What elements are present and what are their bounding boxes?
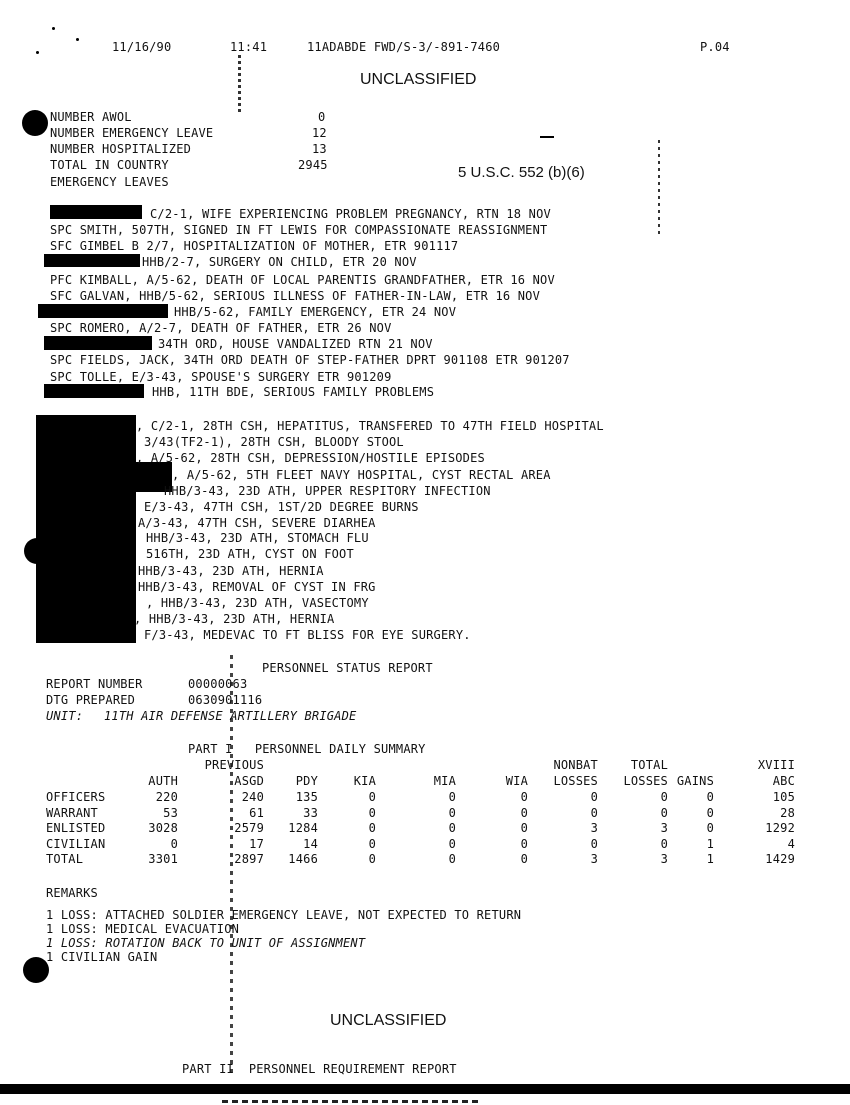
table-row-cell: 14 xyxy=(303,836,318,851)
table-row-cell: 0 xyxy=(448,852,456,866)
table-header-top-cell: XVIII xyxy=(757,758,795,772)
table-row-cell: 53 xyxy=(163,805,178,820)
hospitalized-entry: , A/5-62, 5TH FLEET NAVY HOSPITAL, CYST RECTAL AREA xyxy=(172,468,551,482)
table-row-cell: 2579 xyxy=(234,821,264,835)
fax-sender: 11ADABDE FWD/S-3/-891-7460 xyxy=(307,40,501,54)
count-value-emergency-leave: 12 xyxy=(312,126,327,140)
table-row-cell: 0 xyxy=(368,836,376,851)
report-number-label: REPORT NUMBER xyxy=(46,677,143,691)
table-row-cell: 2897 xyxy=(234,852,264,866)
table-row-cell: 1429 xyxy=(765,852,795,866)
emergency-leave-entry: SFC GALVAN, HHB/5-62, SERIOUS ILLNESS OF FATHER-IN-LAW, ETR 16 NOV xyxy=(50,289,541,303)
table-row-cell: 61 xyxy=(249,805,264,820)
fax-page-number: P.04 xyxy=(700,40,730,54)
emergency-leave-entry: SFC GIMBEL B 2/7, HOSPITALIZATION OF MOTHER, ETR 901117 xyxy=(50,239,459,253)
unit-label: UNIT: xyxy=(46,709,84,723)
table-header-cell: KIA xyxy=(353,773,376,788)
emergency-leave-entry: 34TH ORD, HOUSE VANDALIZED RTN 21 NOV xyxy=(158,337,433,351)
count-value-total-in-country: 2945 xyxy=(298,158,328,172)
remark-line: 1 CIVILIAN GAIN xyxy=(46,950,158,964)
count-label-awol: NUMBER AWOL xyxy=(50,110,132,124)
table-row-cell: 0 xyxy=(520,805,528,820)
emergency-leave-entry: SPC TOLLE, E/3-43, SPOUSE'S SURGERY ETR 901209 xyxy=(50,370,392,384)
emergency-leave-entry: SPC SMITH, 507TH, SIGNED IN FT LEWIS FOR COMPASSIONATE REASSIGNMENT xyxy=(50,223,548,237)
table-header-cell: LOSSES xyxy=(623,773,668,788)
table-row-cell: 0 xyxy=(448,790,456,804)
fax-streak xyxy=(238,55,241,115)
table-row-cell: 1466 xyxy=(288,852,318,866)
report-number-value: 00000063 xyxy=(188,677,248,691)
hospitalized-entry: HHB/3-43, 23D ATH, STOMACH FLU xyxy=(146,531,369,545)
scan-speck xyxy=(36,51,39,54)
remark-line: 1 LOSS: ATTACHED SOLDIER EMERGENCY LEAVE, NOT EXPECTED TO RETURN xyxy=(46,908,522,922)
redaction-block xyxy=(36,415,136,643)
remarks-heading: REMARKS xyxy=(46,886,98,900)
count-value-awol: 0 xyxy=(318,110,326,124)
count-value-hospitalized: 13 xyxy=(312,142,327,156)
redaction-bar xyxy=(44,336,152,350)
table-row-cell: 0 xyxy=(520,836,528,851)
redaction-bar xyxy=(38,304,168,318)
scan-speck xyxy=(76,38,79,41)
hospitalized-entry: 3/43(TF2-1), 28TH CSH, BLOODY STOOL xyxy=(144,435,404,449)
hospitalized-entry: 516TH, 23D ATH, CYST ON FOOT xyxy=(146,547,354,561)
dtg-prepared-value: 0630901116 xyxy=(188,693,263,707)
table-row-cell: 105 xyxy=(772,790,795,804)
part1-heading: PART I PERSONNEL DAILY SUMMARY xyxy=(188,742,426,756)
table-header-cell: MIA xyxy=(433,773,456,788)
emergency-leave-entry: HHB/2-7, SURGERY ON CHILD, ETR 20 NOV xyxy=(142,255,417,269)
table-row-cell: ENLISTED xyxy=(46,821,106,835)
count-label-emergency-leave: NUMBER EMERGENCY LEAVE xyxy=(50,126,214,140)
table-header-cell: ABC xyxy=(772,773,795,788)
table-row-cell: 3 xyxy=(590,821,598,835)
table-header-cell: PDY xyxy=(295,773,318,788)
hospitalized-entry: F/3-43, MEDEVAC TO FT BLISS FOR EYE SURGERY. xyxy=(144,628,471,642)
table-row-cell: 3 xyxy=(590,852,598,866)
hospitalized-entry: HHB/3-43, 23D ATH, UPPER RESPITORY INFECTION xyxy=(164,484,491,498)
redaction-bar xyxy=(44,384,144,398)
table-row-cell: 0 xyxy=(520,852,528,866)
punch-hole xyxy=(22,110,48,136)
hospitalized-entry: , HHB/3-43, 23D ATH, VASECTOMY xyxy=(146,596,369,610)
fax-date: 11/16/90 xyxy=(112,40,172,54)
table-row-cell: 3 xyxy=(660,821,668,835)
table-header-cell: ASGD xyxy=(234,773,264,788)
table-row-cell: 0 xyxy=(368,821,376,835)
table-header-top-cell: PREVIOUS xyxy=(204,758,264,772)
table-row-cell: 0 xyxy=(590,805,598,820)
table-row-cell: 0 xyxy=(170,836,178,851)
hospitalized-entry: E/3-43, 47TH CSH, 1ST/2D DEGREE BURNS xyxy=(144,500,419,514)
table-row-cell: 0 xyxy=(706,821,714,835)
emergency-leave-entry: HHB, 11TH BDE, SERIOUS FAMILY PROBLEMS xyxy=(152,385,435,399)
hospitalized-entry: , HHB/3-43, 23D ATH, HERNIA xyxy=(134,612,335,626)
table-row-cell: 0 xyxy=(706,790,714,804)
table-row-cell: 3028 xyxy=(148,821,178,835)
count-label-hospitalized: NUMBER HOSPITALIZED xyxy=(50,142,192,156)
table-row-cell: 0 xyxy=(520,790,528,804)
foia-exemption-stamp: 5 U.S.C. 552 (b)(6) xyxy=(458,164,585,181)
table-row-cell: 0 xyxy=(448,821,456,835)
fax-streak xyxy=(658,140,660,235)
table-row-cell: 0 xyxy=(448,836,456,851)
dtg-prepared-label: DTG PREPARED xyxy=(46,693,136,707)
emergency-leave-entry: PFC KIMBALL, A/5-62, DEATH OF LOCAL PARENTIS GRANDFATHER, ETR 16 NOV xyxy=(50,273,555,287)
emergency-leave-entry: HHB/5-62, FAMILY EMERGENCY, ETR 24 NOV xyxy=(174,305,457,319)
table-row-cell: 0 xyxy=(368,805,376,820)
fax-mark xyxy=(540,136,554,138)
count-label-total-in-country: TOTAL IN COUNTRY xyxy=(50,158,169,172)
table-row-cell: 0 xyxy=(368,790,376,804)
hospitalized-entry: , A/5-62, 28TH CSH, DEPRESSION/HOSTILE EPISODES xyxy=(136,451,485,465)
table-row-cell: 1292 xyxy=(765,821,795,835)
hospitalized-entry: A/3-43, 47TH CSH, SEVERE DIARHEA xyxy=(138,516,376,530)
table-row-cell: 0 xyxy=(660,805,668,820)
unit-value: 11TH AIR DEFENSE ARTILLERY BRIGADE xyxy=(104,709,357,723)
emergency-leave-entry: SPC FIELDS, JACK, 34TH ORD DEATH OF STEP-FATHER DPRT 901108 ETR 901207 xyxy=(50,353,570,367)
table-row-cell: 0 xyxy=(590,836,598,851)
table-row-cell: 0 xyxy=(520,821,528,835)
table-row-cell: 220 xyxy=(155,790,178,804)
table-row-cell: 0 xyxy=(706,805,714,820)
remark-line: 1 LOSS: MEDICAL EVACUATION xyxy=(46,922,240,936)
table-row-cell: 0 xyxy=(660,790,668,804)
table-header-cell: AUTH xyxy=(148,773,178,788)
redaction-bar xyxy=(44,254,140,267)
emergency-leave-entry: SPC ROMERO, A/2-7, DEATH OF FATHER, ETR 26 NOV xyxy=(50,321,392,335)
classification-marking-top: UNCLASSIFIED xyxy=(360,71,477,88)
table-row-cell: 1284 xyxy=(288,821,318,835)
table-row-cell: 0 xyxy=(448,805,456,820)
table-row-cell: 17 xyxy=(249,836,264,851)
emergency-leave-entry: C/2-1, WIFE EXPERIENCING PROBLEM PREGNANCY, RTN 18 NOV xyxy=(150,207,551,221)
table-row-cell: 240 xyxy=(241,790,264,804)
psr-title: PERSONNEL STATUS REPORT xyxy=(262,661,433,675)
hospitalized-entry: HHB/3-43, REMOVAL OF CYST IN FRG xyxy=(138,580,376,594)
hospitalized-entry: , C/2-1, 28TH CSH, HEPATITUS, TRANSFERED TO 47TH FIELD HOSPITAL xyxy=(136,419,604,433)
redaction-bar xyxy=(50,205,142,219)
table-row-cell: WARRANT xyxy=(46,805,98,820)
table-header-top-cell: TOTAL xyxy=(630,758,668,772)
table-row-cell: 4 xyxy=(787,836,795,851)
fax-time: 11:41 xyxy=(230,40,268,54)
hospitalized-entry: HHB/3-43, 23D ATH, HERNIA xyxy=(138,564,324,578)
personnel-daily-summary-table xyxy=(0,758,850,870)
table-row-cell: TOTAL xyxy=(46,852,84,866)
table-header-cell: GAINS xyxy=(676,773,714,788)
emergency-leaves-heading: EMERGENCY LEAVES xyxy=(50,175,169,189)
part2-heading: PART II PERSONNEL REQUIREMENT REPORT xyxy=(182,1062,457,1076)
table-row-cell: 135 xyxy=(295,790,318,804)
table-row-cell: 0 xyxy=(368,852,376,866)
table-row-cell: 1 xyxy=(706,852,714,866)
table-row-cell: 3 xyxy=(660,852,668,866)
table-row-cell: 33 xyxy=(303,805,318,820)
table-row-cell: 1 xyxy=(706,836,714,851)
table-header-top-cell: NONBAT xyxy=(553,758,598,772)
table-row-cell: CIVILIAN xyxy=(46,836,106,851)
table-row-cell: 0 xyxy=(590,790,598,804)
remark-line: 1 LOSS: ROTATION BACK TO UNIT OF ASSIGNMENT xyxy=(46,936,366,950)
classification-marking-bottom: UNCLASSIFIED xyxy=(330,1012,447,1029)
table-row-cell: 0 xyxy=(660,836,668,851)
table-row-cell: 28 xyxy=(780,805,795,820)
scan-speck xyxy=(52,27,55,30)
fax-edge-bar xyxy=(0,1084,850,1094)
fax-edge-strip xyxy=(222,1100,482,1103)
table-row-cell: 3301 xyxy=(148,852,178,866)
table-header-cell: LOSSES xyxy=(553,773,598,788)
table-row-cell: OFFICERS xyxy=(46,790,106,804)
table-header-cell: WIA xyxy=(505,773,528,788)
